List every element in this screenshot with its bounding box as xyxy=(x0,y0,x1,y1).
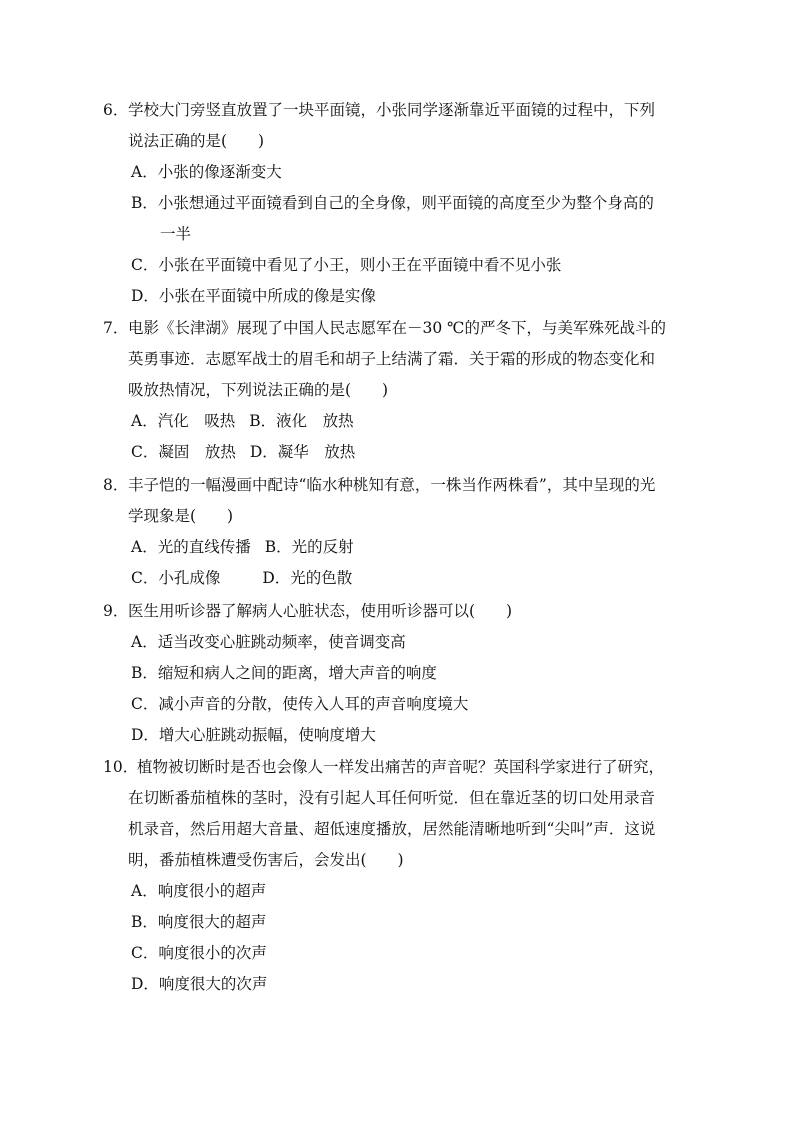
question-number: 9． xyxy=(103,602,129,620)
question-number: 10． xyxy=(103,758,139,776)
option-d: D．光的色散 xyxy=(262,569,353,587)
option-b: B．小张想通过平面镜看到自己的全身像，则平面镜的高度至少为整个身高的 xyxy=(131,194,654,212)
option-d: D．小张在平面镜中所成的像是实像 xyxy=(131,287,376,305)
option-d: D．响度很大的次声 xyxy=(131,975,268,993)
question-stem-line: 8．丰子恺的一幅漫画中配诗“临水种桃知有意，一株当作两株看”，其中呈现的光 xyxy=(103,470,683,501)
question-number: 7． xyxy=(103,319,129,337)
option-b: B．液化 放热 xyxy=(249,412,354,430)
option-c: C．小孔成像 xyxy=(131,569,221,587)
option-c: C．减小声音的分散，使传入人耳的声音响度境大 xyxy=(131,695,469,713)
question-stem-line: 吸放热情况，下列说法正确的是( ) xyxy=(128,381,389,399)
question-6 xyxy=(103,95,683,312)
option-a: A．响度很小的超声 xyxy=(131,882,267,900)
option-c: C．响度很小的次声 xyxy=(131,944,267,962)
option-a: A．适当改变心脏跳动频率，使音调变高 xyxy=(131,633,406,651)
question-9 xyxy=(103,596,683,751)
option-row xyxy=(103,437,683,468)
question-8 xyxy=(103,470,683,594)
question-10 xyxy=(103,752,683,1000)
option-row xyxy=(103,406,683,437)
option-row xyxy=(103,563,683,594)
option-a: A．汽化 吸热 xyxy=(131,412,236,430)
option-b: B．响度很大的超声 xyxy=(131,913,267,931)
question-stem-line: 机录音，然后用超大音量、超低速度播放，居然能清晰地听到“尖叫”声．这说 xyxy=(128,820,656,838)
question-stem-line: 9．医生用听诊器了解病人心脏状态，使用听诊器可以( ) xyxy=(103,596,683,627)
question-number: 8． xyxy=(103,476,129,494)
question-stem-line: 10．植物被切断时是否也会像人一样发出痛苦的声音呢？英国科学家进行了研究， xyxy=(103,752,683,783)
question-stem-line: 7．电影《长津湖》展现了中国人民志愿军在－30 ℃的严冬下，与美军殊死战斗的 xyxy=(103,313,683,344)
question-stem-line: 6．学校大门旁竖直放置了一块平面镜，小张同学逐渐靠近平面镜的过程中，下列 xyxy=(103,95,683,126)
option-b: B．光的反射 xyxy=(264,538,354,556)
option-row xyxy=(103,532,683,563)
option-a: A．光的直线传播 xyxy=(131,538,251,556)
question-7 xyxy=(103,313,683,468)
question-number: 6． xyxy=(103,101,129,119)
option-d: D．凝华 放热 xyxy=(249,443,356,461)
question-stem-line: 英勇事迹．志愿军战士的眉毛和胡子上结满了霜．关于霜的形成的物态变化和 xyxy=(128,350,656,368)
option-c: C．凝固 放热 xyxy=(131,443,236,461)
option-c: C．小张在平面镜中看见了小王，则小王在平面镜中看不见小张 xyxy=(131,256,562,274)
question-stem-line: 说法正确的是( ) xyxy=(128,132,265,150)
question-stem-line: 在切断番茄植株的茎时，没有引起人耳任何听觉．但在靠近茎的切口处用录音 xyxy=(128,789,656,807)
option-b: B．缩短和病人之间的距离，增大声音的响度 xyxy=(131,664,437,682)
question-stem-line: 学现象是( ) xyxy=(128,507,234,525)
option-b-continued: 一半 xyxy=(160,225,192,243)
option-a: A．小张的像逐渐变大 xyxy=(131,163,282,181)
question-stem-line: 明，番茄植株遭受伤害后，会发出( ) xyxy=(128,851,404,869)
option-d: D．增大心脏跳动振幅，使响度增大 xyxy=(131,726,376,744)
